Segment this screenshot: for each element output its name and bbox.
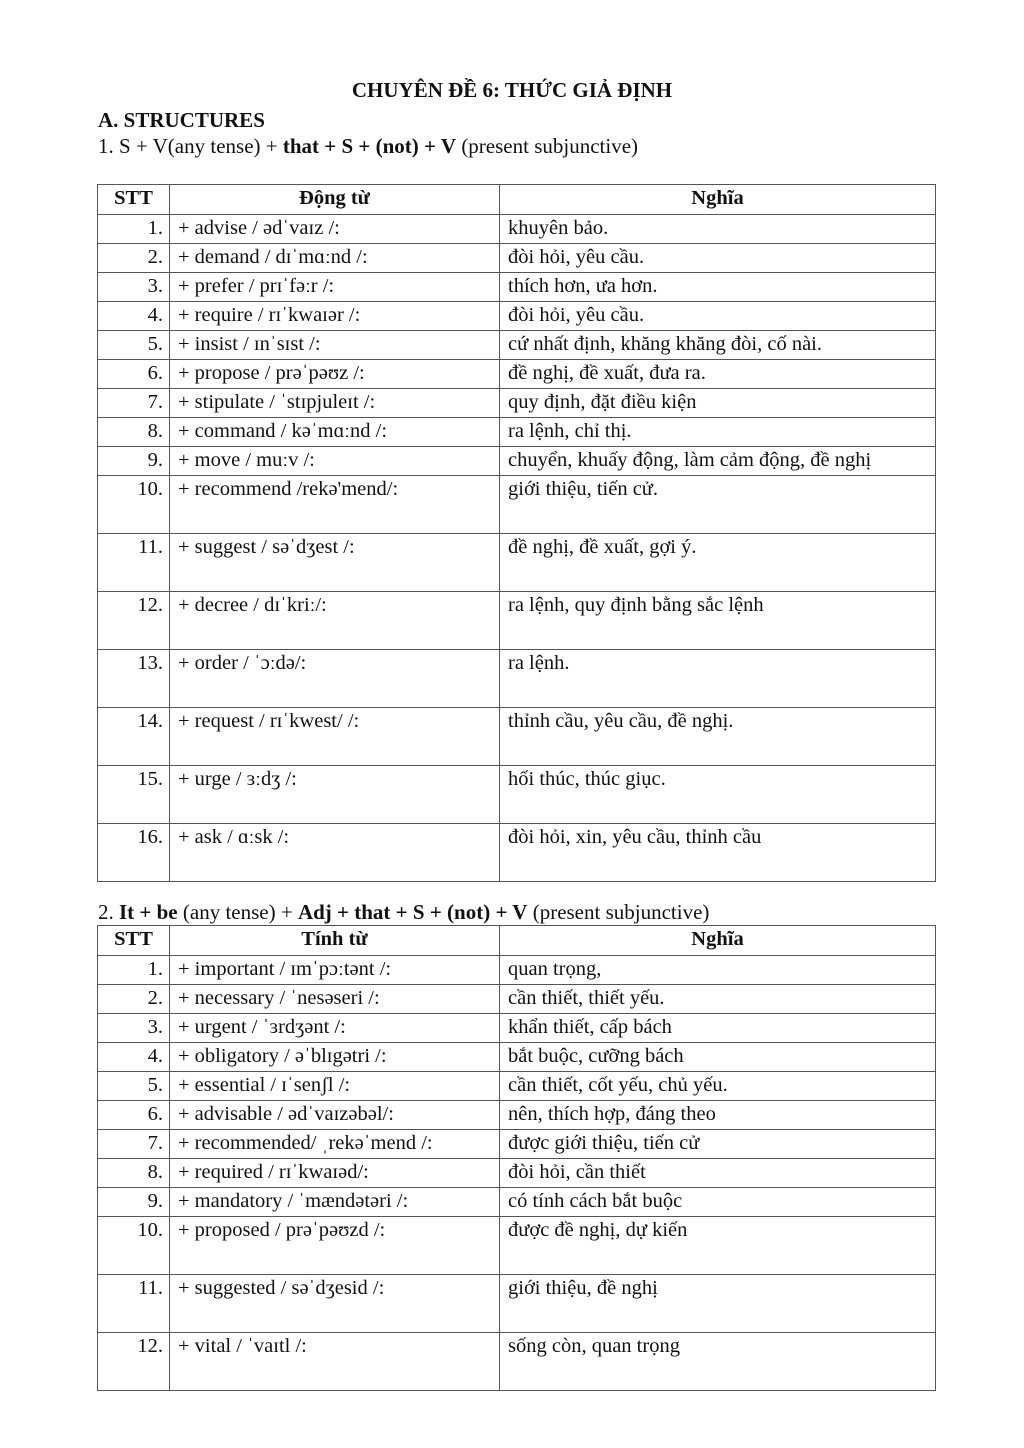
meaning-cell: quan trọng, [500, 956, 936, 985]
structure-rule-2 [98, 900, 709, 925]
word-cell: + essential / ɪˈsenʃl /: [170, 1072, 500, 1101]
meaning-cell: nên, thích hợp, đáng theo [500, 1101, 936, 1130]
column-header-stt: STT [98, 926, 170, 956]
table-row [98, 985, 936, 1014]
table-row [98, 1159, 936, 1188]
row-number: 12. [98, 1333, 170, 1391]
column-header-stt: STT [98, 185, 170, 215]
rule-bold-text: that + S + (not) + V [282, 134, 457, 158]
meaning-cell: có tính cách bắt buộc [500, 1188, 936, 1217]
meaning-cell: đòi hỏi, yêu cầu. [500, 302, 936, 331]
row-number: 9. [98, 447, 170, 476]
adjective-table-body [98, 956, 936, 1391]
verb-table-body [98, 215, 936, 882]
word-cell: + suggested / səˈdʒesid /: [170, 1275, 500, 1333]
word-cell: + mandatory / ˈmændətəri /: [170, 1188, 500, 1217]
row-number: 4. [98, 1043, 170, 1072]
section-heading: A. STRUCTURES [98, 108, 265, 132]
table-row [98, 824, 936, 882]
row-number: 4. [98, 302, 170, 331]
word-cell: + vital / ˈvaɪtl /: [170, 1333, 500, 1391]
row-number: 6. [98, 360, 170, 389]
word-cell: + necessary / ˈnesəseri /: [170, 985, 500, 1014]
row-number: 5. [98, 331, 170, 360]
word-cell: + recommended/ ˌrekəˈmend /: [170, 1130, 500, 1159]
table-row [98, 1130, 936, 1159]
table-row [98, 1072, 936, 1101]
word-cell: + stipulate / ˈstɪpjuleɪt /: [170, 389, 500, 418]
meaning-cell: cần thiết, cốt yếu, chủ yếu. [500, 1072, 936, 1101]
row-number: 10. [98, 476, 170, 534]
meaning-cell: quy định, đặt điều kiện [500, 389, 936, 418]
meaning-cell: cần thiết, thiết yếu. [500, 985, 936, 1014]
meaning-cell: được giới thiệu, tiến cử [500, 1130, 936, 1159]
word-cell: + required / rɪˈkwaɪəd/: [170, 1159, 500, 1188]
table-row [98, 1043, 936, 1072]
meaning-cell: thỉnh cầu, yêu cầu, đề nghị. [500, 708, 936, 766]
rule-number: 2. [98, 900, 119, 924]
table-row [98, 1275, 936, 1333]
word-cell: + ask / ɑːsk /: [170, 824, 500, 882]
row-number: 11. [98, 534, 170, 592]
word-cell: + urge / ɜːdʒ /: [170, 766, 500, 824]
verb-table [97, 184, 936, 882]
row-number: 14. [98, 708, 170, 766]
table-row [98, 215, 936, 244]
word-cell: + decree / dɪˈkriː/: [170, 592, 500, 650]
row-number: 3. [98, 1014, 170, 1043]
meaning-cell: bắt buộc, cưỡng bách [500, 1043, 936, 1072]
row-number: 15. [98, 766, 170, 824]
row-number: 1. [98, 956, 170, 985]
meaning-cell: đòi hỏi, yêu cầu. [500, 244, 936, 273]
row-number: 5. [98, 1072, 170, 1101]
adjective-table [97, 925, 936, 1391]
page-title: CHUYÊN ĐỀ 6: THỨC GIẢ ĐỊNH [351, 78, 673, 102]
rule-bold-text: Adj + that + S + (not) + V [297, 900, 528, 924]
word-cell: + demand / dɪˈmɑːnd /: [170, 244, 500, 273]
table-row [98, 1101, 936, 1130]
row-number: 11. [98, 1275, 170, 1333]
word-cell: + proposed / prəˈpəʊzd /: [170, 1217, 500, 1275]
row-number: 2. [98, 985, 170, 1014]
meaning-cell: hối thúc, thúc giục. [500, 766, 936, 824]
row-number: 16. [98, 824, 170, 882]
structure-rule-1 [98, 134, 638, 159]
word-cell: + advise / ədˈvaɪz /: [170, 215, 500, 244]
row-number: 10. [98, 1217, 170, 1275]
meaning-cell: đề nghị, đề xuất, gợi ý. [500, 534, 936, 592]
meaning-cell: đề nghị, đề xuất, đưa ra. [500, 360, 936, 389]
word-cell: + prefer / prɪˈfəːr /: [170, 273, 500, 302]
table-row [98, 331, 936, 360]
table-row [98, 273, 936, 302]
word-cell: + urgent / ˈɜrdʒənt /: [170, 1014, 500, 1043]
meaning-cell: được đề nghị, dự kiến [500, 1217, 936, 1275]
word-cell: + move / muːv /: [170, 447, 500, 476]
word-cell: + important / ɪmˈpɔːtənt /: [170, 956, 500, 985]
row-number: 3. [98, 273, 170, 302]
meaning-cell: ra lệnh, chỉ thị. [500, 418, 936, 447]
row-number: 7. [98, 389, 170, 418]
meaning-cell: ra lệnh, quy định bằng sắc lệnh [500, 592, 936, 650]
row-number: 6. [98, 1101, 170, 1130]
meaning-cell: giới thiệu, tiến cử. [500, 476, 936, 534]
table-row [98, 389, 936, 418]
table-row [98, 360, 936, 389]
table-row [98, 534, 936, 592]
table-row [98, 766, 936, 824]
word-cell: + propose / prəˈpəʊz /: [170, 360, 500, 389]
table-row [98, 476, 936, 534]
row-number: 8. [98, 418, 170, 447]
rule-text: (present subjunctive) [456, 134, 639, 158]
row-number: 1. [98, 215, 170, 244]
rule-text: (any tense) + [177, 900, 298, 924]
rule-number: 1. [98, 134, 119, 158]
row-number: 8. [98, 1159, 170, 1188]
table-row [98, 708, 936, 766]
column-header-adjective: Tính từ [170, 926, 500, 956]
meaning-cell: ra lệnh. [500, 650, 936, 708]
table-row [98, 592, 936, 650]
row-number: 13. [98, 650, 170, 708]
table-row [98, 302, 936, 331]
meaning-cell: sống còn, quan trọng [500, 1333, 936, 1391]
table-row [98, 1217, 936, 1275]
meaning-cell: khuyên bảo. [500, 215, 936, 244]
meaning-cell: khẩn thiết, cấp bách [500, 1014, 936, 1043]
table-row [98, 956, 936, 985]
meaning-cell: đòi hỏi, cần thiết [500, 1159, 936, 1188]
column-header-verb: Động từ [170, 185, 500, 215]
table-row [98, 447, 936, 476]
table-row [98, 650, 936, 708]
word-cell: + suggest / səˈdʒest /: [170, 534, 500, 592]
meaning-cell: đòi hỏi, xin, yêu cầu, thỉnh cầu [500, 824, 936, 882]
row-number: 7. [98, 1130, 170, 1159]
word-cell: + command / kəˈmɑːnd /: [170, 418, 500, 447]
word-cell: + require / rɪˈkwaɪər /: [170, 302, 500, 331]
row-number: 12. [98, 592, 170, 650]
rule-text: S + V(any tense) + [119, 134, 283, 158]
word-cell: + order / ˈɔːdə/: [170, 650, 500, 708]
table-row [98, 1014, 936, 1043]
meaning-cell: chuyển, khuấy động, làm cảm động, đề nghị [500, 447, 936, 476]
rule-text: (present subjunctive) [527, 900, 710, 924]
word-cell: + insist / ɪnˈsɪst /: [170, 331, 500, 360]
word-cell: + recommend /rekə'mend/: [170, 476, 500, 534]
column-header-meaning: Nghĩa [500, 926, 936, 956]
meaning-cell: thích hơn, ưa hơn. [500, 273, 936, 302]
word-cell: + request / rɪˈkwest/ /: [170, 708, 500, 766]
table-row [98, 1188, 936, 1217]
rule-bold-text: It + be [119, 900, 178, 924]
row-number: 2. [98, 244, 170, 273]
meaning-cell: cứ nhất định, khăng khăng đòi, cố nài. [500, 331, 936, 360]
row-number: 9. [98, 1188, 170, 1217]
word-cell: + advisable / ədˈvaɪzəbəl/: [170, 1101, 500, 1130]
table-row [98, 1333, 936, 1391]
word-cell: + obligatory / əˈblɪgətri /: [170, 1043, 500, 1072]
column-header-meaning: Nghĩa [500, 185, 936, 215]
table-row [98, 244, 936, 273]
meaning-cell: giới thiệu, đề nghị [500, 1275, 936, 1333]
table-row [98, 418, 936, 447]
